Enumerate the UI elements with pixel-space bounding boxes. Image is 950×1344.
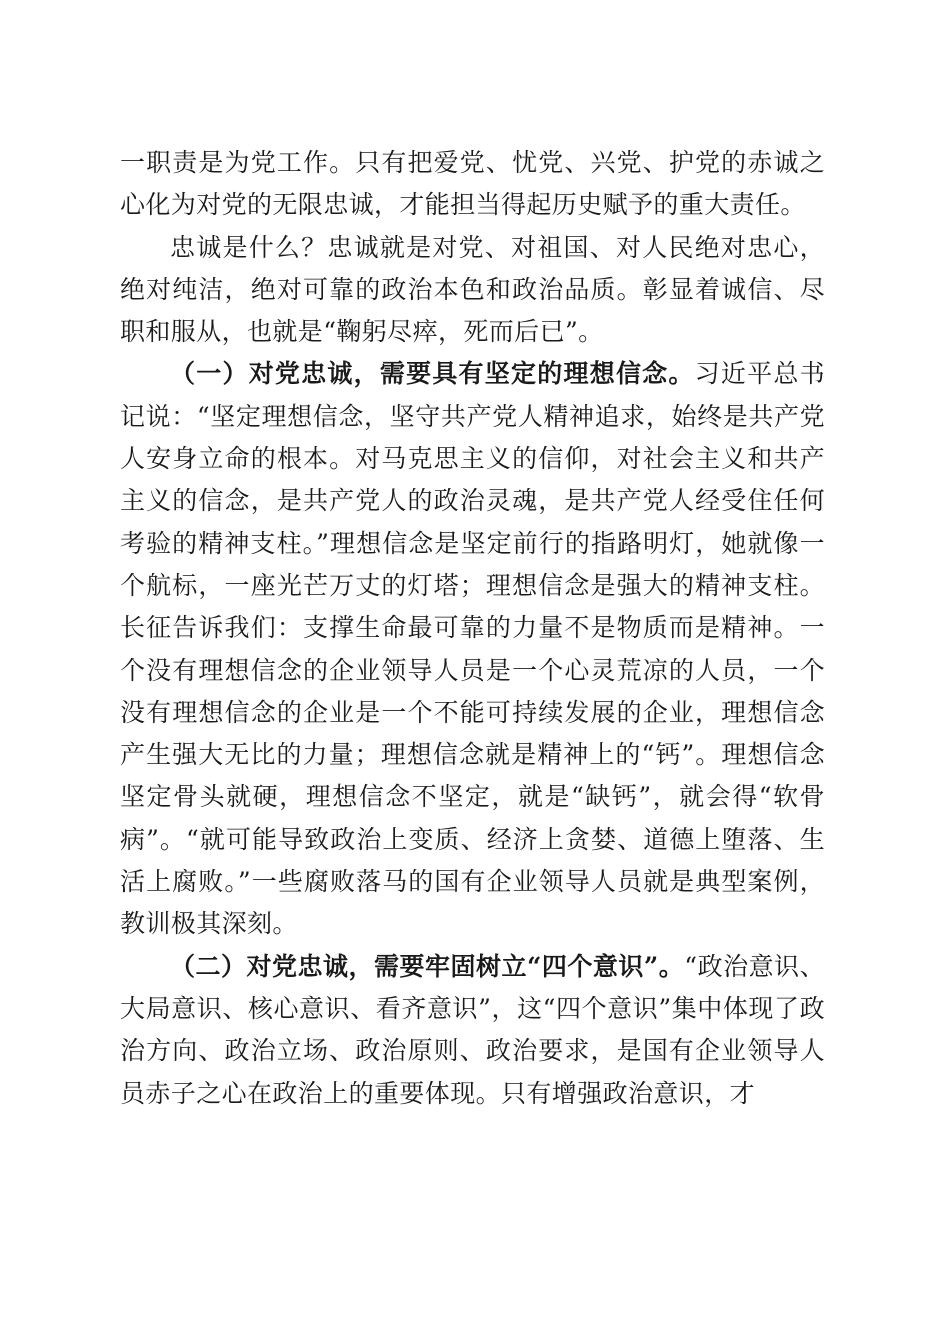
document-page [120,142,825,1115]
section-heading: （二）对党忠诚，需要牢固树立“四个意识”。 [170,951,685,981]
paragraph-loyalty-definition [120,227,825,354]
paragraph-text: 习近平总书记说：“坚定理想信念，坚守共产党人精神追求，始终是共产党人安身立命的根本。对马克思主义的信仰，对社会主义和共产主义的信念，是共产党人的政治灵魂，是共产党人经受住任何考验的精神支柱。”理想信念是坚定前行的指路明灯，她就像一个航标，一座光芒万丈的灯塔；理想信念是强大的精神支柱。长征告诉我们：支撑生命最可靠的力量不是物质而是精神。一个没有理想信念的企业领导人员是一个心灵荒凉的人员，一个没有理想信念的企业是一个不能可持续发展的企业，理想信念产生强大无比的力量；理想信念就是精神上的“钙”。理想信念坚定骨头就硬，理想信念不坚定，就是“缺钙”，就会得“软骨病”。“就可能导致政治上变质、经济上贪婪、道德上堕落、生活上腐败。”一些腐败落马的国有企业领导人员就是典型案例，教训极其深刻。 [120,359,825,939]
paragraph-text: 一职责是为党工作。只有把爱党、忧党、兴党、护党的赤诚之心化为对党的无限忠诚，才能担当得起历史赋予的重大责任。 [120,148,825,220]
paragraph-continuation [120,142,825,227]
paragraph-text: 忠诚是什么？忠诚就是对党、对祖国、对人民绝对忠心，绝对纯洁，绝对可靠的政治本色和政治品质。彰显着诚信、尽职和服从，也就是“鞠躬尽瘁，死而后已”。 [120,232,825,347]
paragraph-text: “政治意识、大局意识、核心意识、看齐意识”，这“四个意识”集中体现了政治方向、政治立场、政治原则、政治要求，是国有企业领导人员赤子之心在政治上的重要体现。只有增强政治意识，才 [120,951,825,1108]
paragraph-ideals-beliefs [120,353,825,945]
section-heading: （一）对党忠诚，需要具有坚定的理想信念。 [170,359,695,389]
paragraph-four-consciousness [120,946,825,1115]
